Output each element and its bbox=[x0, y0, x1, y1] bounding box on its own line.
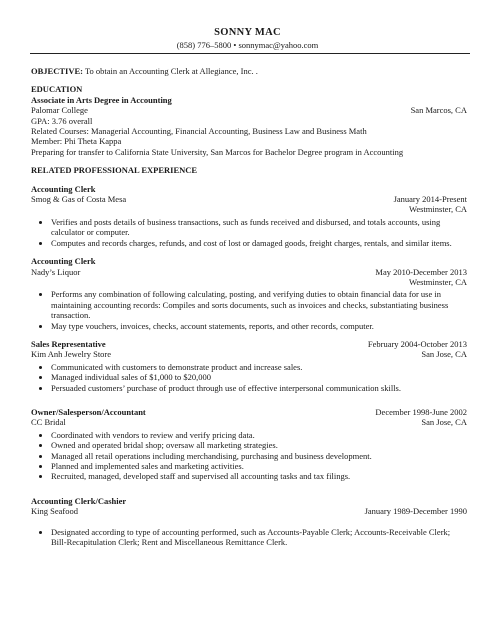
job-bullets bbox=[31, 362, 467, 393]
job-dates: January 1989-December 1990 bbox=[364, 506, 467, 517]
job-bullet: • Computes and records charges, refunds, and cost of lost or damaged goods, freight charges, rentals, and similar items. bbox=[51, 238, 467, 248]
job-bullet: • Planned and implemented sales and marketing activities. bbox=[51, 461, 467, 471]
job-bullets bbox=[31, 527, 467, 548]
job-company-row bbox=[31, 417, 467, 427]
job-location: San Jose, CA bbox=[421, 349, 467, 360]
job-location: Westminster, CA bbox=[409, 204, 467, 215]
job-company-row bbox=[31, 267, 467, 277]
job-bullet: • Performs any combination of following calculating, posting, and verifying duties to obtain financial data for use in maintaining accounting records: Compiles and sorts documents, such as invoices and checks, substantiating business transaction. bbox=[51, 289, 467, 320]
job-dates: May 2010-December 2013 bbox=[375, 266, 467, 277]
transfer-line: Preparing for transfer to California State University, San Marcos for Bachelor Degree program in Accounting bbox=[31, 146, 404, 157]
job-title: Accounting Clerk bbox=[31, 256, 96, 267]
job-bullet: • Persuaded customers’ purchase of product through use of effective interpersonal communication skills. bbox=[51, 383, 467, 393]
job-entry bbox=[31, 184, 467, 248]
job-dates: January 2014-Present bbox=[393, 194, 467, 205]
job-company: Nady’s Liquor bbox=[31, 266, 81, 277]
job-location: Westminster, CA bbox=[409, 276, 467, 287]
school-row bbox=[31, 105, 467, 115]
job-title-row bbox=[31, 339, 467, 349]
job-bullet: • Managed individual sales of $1,000 to $20,000 bbox=[51, 372, 467, 382]
applicant-name: SONNY MAC bbox=[214, 27, 281, 38]
job-bullet: • May type vouchers, invoices, checks, account statements, reports, and other records, computer. bbox=[51, 321, 467, 331]
job-title: Accounting Clerk/Cashier bbox=[31, 495, 127, 506]
job-bullets bbox=[31, 430, 467, 482]
gpa-line: GPA: 3.76 overall bbox=[31, 115, 93, 126]
objective-line bbox=[31, 66, 467, 76]
job-company: Smog & Gas of Costa Mesa bbox=[31, 194, 127, 205]
job-company-row bbox=[31, 349, 467, 359]
school-location: San Marcos, CA bbox=[410, 105, 467, 116]
job-dates: December 1998-June 2002 bbox=[375, 406, 467, 417]
school-name: Palomar College bbox=[31, 105, 88, 116]
objective-label: OBJECTIVE: bbox=[31, 66, 83, 76]
job-bullet: • Managed all retail operations including merchandising, purchasing and business development. bbox=[51, 451, 467, 461]
job-bullet: • Recruited, managed, developed staff and supervised all accounting tasks and tax filings. bbox=[51, 471, 467, 481]
job-bullets bbox=[31, 289, 467, 331]
degree-title: Associate in Arts Degree in Accounting bbox=[31, 94, 172, 105]
job-title: Accounting Clerk bbox=[31, 183, 96, 194]
resume-body bbox=[31, 66, 467, 547]
experience-heading: RELATED PROFESSIONAL EXPERIENCE bbox=[31, 165, 198, 176]
job-bullet: • Owned and operated bridal shop; oversaw all marketing strategies. bbox=[51, 440, 467, 450]
job-entry bbox=[31, 407, 467, 482]
header-divider bbox=[30, 53, 470, 54]
job-title: Owner/Salesperson/Accountant bbox=[31, 406, 146, 417]
job-dates: February 2004-October 2013 bbox=[367, 338, 467, 349]
member-line: Member: Phi Theta Kappa bbox=[31, 136, 122, 147]
objective-text: To obtain an Accounting Clerk at Allegiance, Inc. . bbox=[84, 66, 258, 76]
job-bullets bbox=[31, 217, 467, 248]
job-entry bbox=[31, 496, 467, 548]
job-company: CC Bridal bbox=[31, 417, 66, 428]
job-company-row bbox=[31, 506, 467, 516]
job-bullet: • Verifies and posts details of business transactions, such as funds received and disbursed, and totals accounts, using calculator or computer. bbox=[51, 217, 467, 238]
education-heading: EDUCATION bbox=[31, 84, 83, 95]
job-company-row bbox=[31, 194, 467, 204]
job-location: San Jose, CA bbox=[421, 417, 467, 428]
contact-line: (858) 776–5800 • sonnymac@yahoo.com bbox=[176, 40, 319, 50]
job-bullet: • Coordinated with vendors to review and verify pricing data. bbox=[51, 430, 467, 440]
job-entry bbox=[31, 256, 467, 331]
job-company: Kim Anh Jewelry Store bbox=[31, 349, 112, 360]
job-company: King Seafood bbox=[31, 506, 78, 517]
courses-line: Related Courses: Managerial Accounting, Financial Accounting, Business Law and Business Math bbox=[31, 126, 367, 137]
job-title-row bbox=[31, 407, 467, 417]
job-bullet: • Communicated with customers to demonstrate product and increase sales. bbox=[51, 362, 467, 372]
job-bullet: • Designated according to type of accounting performed, such as Accounts-Payable Clerk; Accounts-Receivable Clerk; Bill-Recapitulation Clerk; Rent and Miscellaneous Remittance Clerk. bbox=[51, 527, 467, 548]
job-entry bbox=[31, 339, 467, 393]
job-title: Sales Representative bbox=[31, 338, 106, 349]
